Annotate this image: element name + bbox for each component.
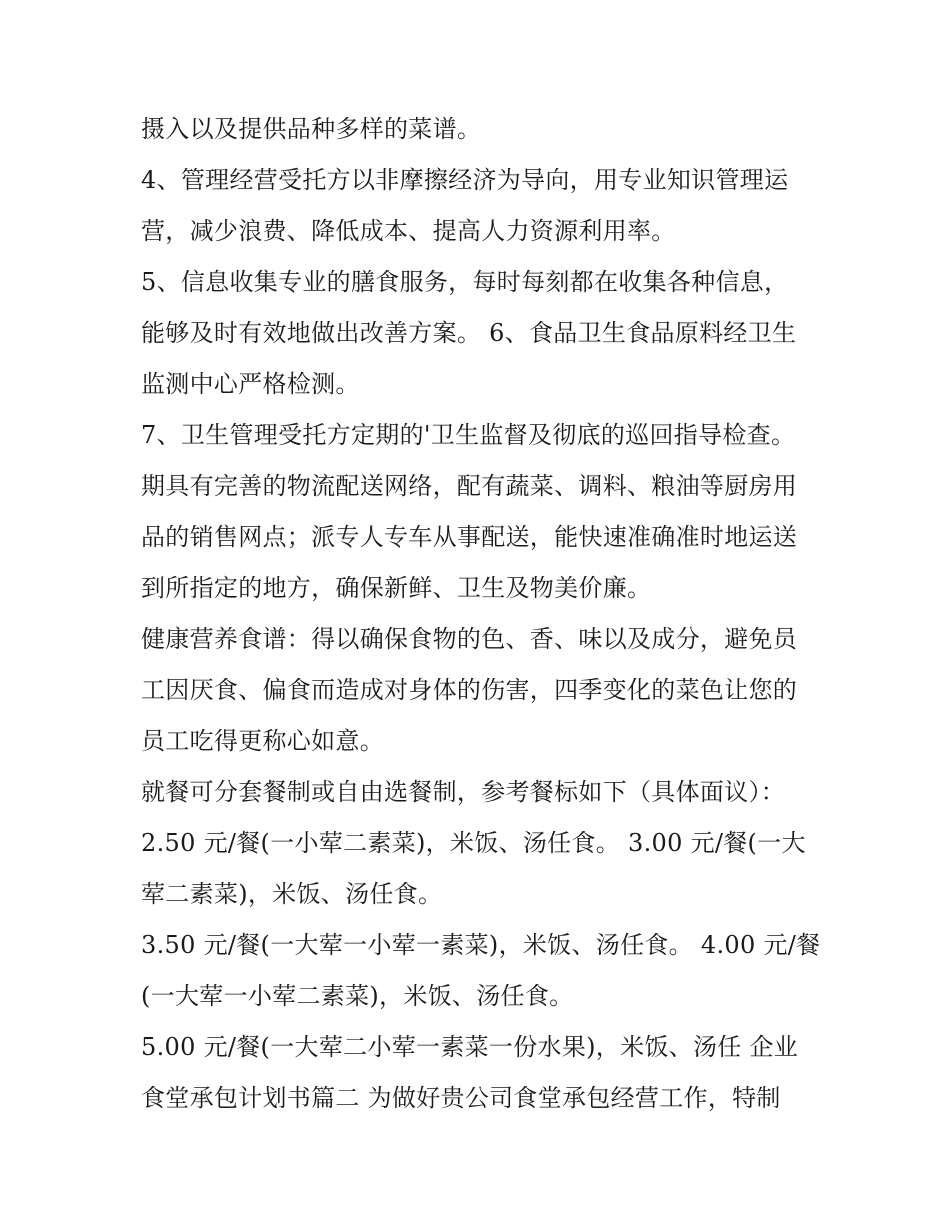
text-line: 摄入以及提供品种多样的菜谱。 <box>141 115 482 143</box>
text-line: 食堂承包计划书篇二 为做好贵公司食堂承包经营工作，特制 <box>141 1084 781 1112</box>
text-line: 营，减少浪费、降低成本、提高人力资源利用率。 <box>141 217 676 245</box>
text-line: 品的销售网点；派专人专车从事配送，能快速准确准时地运送 <box>141 523 798 551</box>
text-line: 5、信息收集专业的膳食服务，每时每刻都在收集各种信息， <box>141 268 789 296</box>
text-line: 荤二素菜)，米饭、汤任食。 <box>141 880 443 908</box>
text-line: 到所指定的地方，确保新鲜、卫生及物美价廉。 <box>141 574 652 602</box>
text-line: 3.50 元/餐(一大荤一小荤一素菜)，米饭、汤任食。 4.00 元/餐 <box>141 931 821 959</box>
text-line: 5.00 元/餐(一大荤二小荤一素菜一份水果)，米饭、汤任 企业 <box>141 1033 799 1061</box>
text-line: 就餐可分套餐制或自由选餐制，参考餐标如下（具体面议）： <box>141 778 786 806</box>
text-line: 能够及时有效地做出改善方案。 6、食品卫生食品原料经卫生 <box>141 319 797 347</box>
text-line: 监测中心严格检测。 <box>141 370 360 398</box>
text-line: 4、管理经营受托方以非摩擦经济为导向，用专业知识管理运 <box>141 166 789 194</box>
text-line: 期具有完善的物流配送网络，配有蔬菜、调料、粮油等厨房用 <box>141 472 798 500</box>
text-line: 员工吃得更称心如意。 <box>141 727 384 755</box>
text-line: (一大荤一小荤二素菜)，米饭、汤任食。 <box>141 982 574 1010</box>
text-line: 2.50 元/餐(一小荤二素菜)，米饭、汤任食。 3.00 元/餐(一大 <box>141 829 806 857</box>
text-line: 健康营养食谱：得以确保食物的色、香、味以及成分，避免员 <box>141 625 798 653</box>
text-line: 工因厌食、偏食而造成对身体的伤害，四季变化的菜色让您的 <box>141 676 798 704</box>
text-line: 7、卫生管理受托方定期的'卫生监督及彻底的巡回指导检查。 <box>141 421 796 449</box>
